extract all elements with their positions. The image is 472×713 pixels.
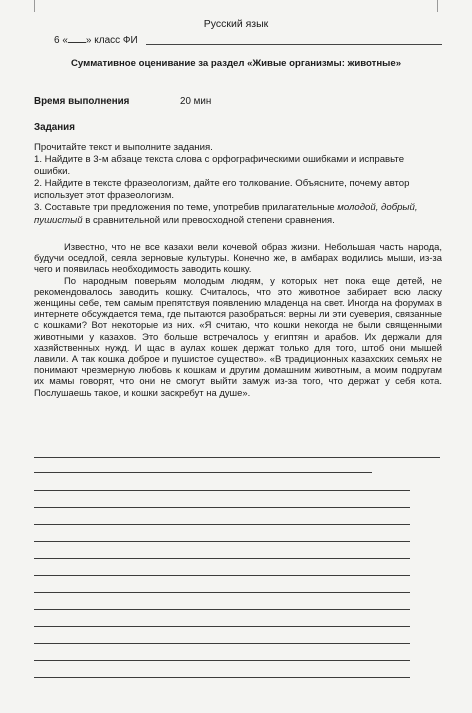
class-name-line bbox=[54, 33, 138, 46]
time-label: Время выполнения bbox=[34, 96, 130, 107]
answer-line bbox=[34, 626, 410, 627]
answer-line bbox=[34, 643, 410, 644]
task-item-3-end: в сравнительной или превосходной степени сравнения. bbox=[82, 214, 335, 226]
class-blank bbox=[68, 33, 86, 43]
time-value: 20 мин bbox=[180, 96, 212, 107]
answer-line bbox=[34, 472, 372, 473]
class-suffix: » класс ФИ bbox=[85, 35, 138, 46]
reading-text bbox=[34, 242, 442, 399]
answer-line bbox=[34, 609, 410, 610]
task-item-1: 1. Найдите в 3-м абзаце текста слова с орфографическими ошибками и исправьте ошибки. bbox=[34, 154, 405, 178]
scan-edge-mark bbox=[34, 0, 35, 12]
task-item-3 bbox=[34, 202, 442, 226]
answer-line bbox=[34, 541, 410, 542]
subject-heading: Русский язык bbox=[203, 18, 269, 30]
tasks-heading: Задания bbox=[34, 122, 75, 133]
answer-line bbox=[34, 575, 410, 576]
answer-line bbox=[34, 558, 410, 559]
text-paragraph-2: По народным поверьям молодым людям, у которых нет пока еще детей, не рекомендовалось заводить кошку. Считалось, что это животное забирает всю ласку женщины себе, тем самым препятствуя появлению младенца на свет. Иногда на форумах в интернете обсуждается тема, где пытаются разобраться: верны ли эти суеверия, связанные с кошками? Вот некоторые из них. «Я считаю, что кошки некогда не были священными животными у казахов. Это больше встречалось у египтян и арабов. Их держали для хазяйственных нужд. И щас в аулах кошек держат только для того, штоб они мышей лавили. А так кошка доброе и пушистое существо». «В традиционных казахских семьях не понимают чрезмерную любовь к кошкам и другим домашним животным, а моим подругам их мамы говорят, что они не смогут выйти замуж из-за того, что держат у себя кота. Послушаешь такое, и кошки заскребут на душе». bbox=[34, 275, 442, 399]
tasks-intro: Прочитайте текст и выполните задания. bbox=[34, 142, 213, 153]
task-item-3-start: 3. Составьте три предложения по теме, употребив прилагательные bbox=[34, 202, 338, 214]
class-prefix: 6 « bbox=[54, 35, 68, 46]
scan-edge-mark bbox=[437, 0, 438, 12]
task-item-2: 2. Найдите в тексте фразеологизм, дайте его толкование. Объясните, почему автор использует этот фразеологизм. bbox=[34, 178, 410, 202]
text-paragraph-1: Известно, что не все казахи вели кочевой образ жизни. Небольшая часть народа, будучи оседлой, сеяла зерновые культуры. Конечно же, в амбарах водились мыши, из-за чего и появилась необходимость заводить кошку. bbox=[34, 242, 442, 276]
worksheet-title: Суммативное оценивание за раздел «Живые организмы: животные» bbox=[70, 58, 402, 69]
answer-line bbox=[34, 677, 410, 678]
answer-line bbox=[34, 490, 410, 491]
answer-line bbox=[34, 507, 410, 508]
answer-line bbox=[34, 524, 410, 525]
answer-line bbox=[34, 457, 440, 458]
answer-line bbox=[34, 660, 410, 661]
name-blank-line bbox=[146, 44, 442, 45]
tasks-list bbox=[34, 142, 442, 227]
task-item-3-adjectives: молодой, добрый, пушистый bbox=[34, 202, 418, 226]
answer-line bbox=[34, 592, 410, 593]
